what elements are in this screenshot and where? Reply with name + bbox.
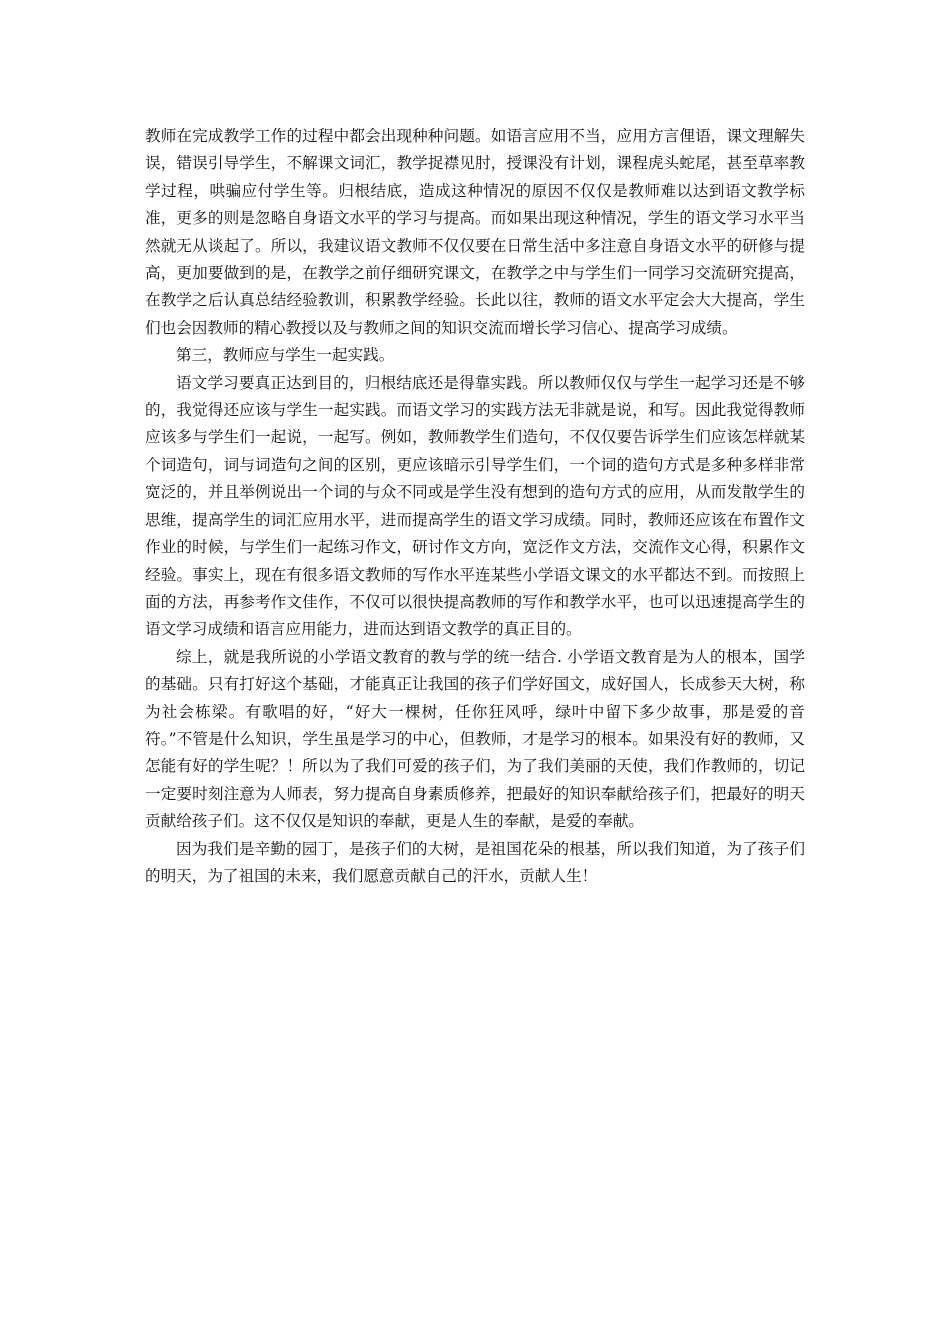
- body-text: [145, 123, 805, 890]
- paragraph-conclusion: 因为我们是辛勤的园丁，是孩子们的大树，是祖国花朵的根基，所以我们知道，为了孩子们的明天，为了祖国的未来，我们愿意贡献自己的汗水，贡献人生！: [145, 839, 805, 885]
- section-heading-third: 第三，教师应与学生一起实践。: [176, 346, 395, 365]
- paragraph-summary: 综上，就是我所说的小学语文教育的教与学的统一结合. 小学语文教育是为人的根本，国学的基础。只有打好这个基础，才能真正让我国的孩子们学好国文，成好国人，长成参天大树，称为社会栋梁。有歌唱的好，“好大一棵树，任你狂风呼，绿叶中留下多少故事，那是爱的音符。”不管是什么知识，学生虽是学习的中心，但教师，才是学习的根本。如果没有好的教师，又怎能有好的学生呢？！所以为了我们可爱的孩子们，为了我们美丽的天使，我们作教师的，切记一定要时刻注意为人师表，努力提高自身素质修养，把最好的知识奉献给孩子们，把最好的明天贡献给孩子们。这不仅仅是知识的奉献，更是人生的奉献，是爱的奉献。: [145, 647, 805, 831]
- paragraph-teacher-problems: 教师在完成教学工作的过程中都会出现种种问题。如语言应用不当，应用方言俚语，课文理解失误，错误引导学生，不解课文词汇，教学捉襟见肘，授课没有计划，课程虎头蛇尾，甚至草率教学过程，哄骗应付学生等。归根结底，造成这种情况的原因不仅仅是教师难以达到语文教学标准，更多的则是忽略自身语文水平的学习与提高。而如果出现这种情况，学生的语文学习水平当然就无从谈起了。所以，我建议语文教师不仅仅要在日常生活中多注意自身语文水平的研修与提高，更加要做到的是，在教学之前仔细研究课文，在教学之中与学生们一同学习交流研究提高，在教学之后认真总结经验教训，积累教学经验。长此以往，教师的语文水平定会大大提高，学生们也会因教师的精心教授以及与教师之间的知识交流而增长学习信心、提高学习成绩。: [145, 127, 805, 337]
- paragraph-practice: 语文学习要真正达到目的，归根结底还是得靠实践。所以教师仅仅与学生一起学习还是不够的，我觉得还应该与学生一起实践。而语文学习的实践方法无非就是说，和写。因此我觉得教师应该多与学生们一起说，一起写。例如，教师教学生们造句，不仅仅要告诉学生们应该怎样就某个词造句，词与词造句之间的区别，更应该暗示引导学生们，一个词的造句方式是多种多样非常宽泛的，并且举例说出一个词的与众不同或是学生没有想到的造句方式的应用，从而发散学生的思维，提高学生的词汇应用水平，进而提高学生的语文学习成绩。同时，教师还应该在布置作文作业的时候，与学生们一起练习作文，研讨作文方向，宽泛作文方法，交流作文心得，积累作文经验。事实上，现在有很多语文教师的写作水平连某些小学语文课文的水平都达不到。而按照上面的方法，再参考作文佳作，不仅可以很快提高教师的写作和教学水平，也可以迅速提高学生的语文学习成绩和语言应用能力，进而达到语文教学的真正目的。: [145, 373, 805, 639]
